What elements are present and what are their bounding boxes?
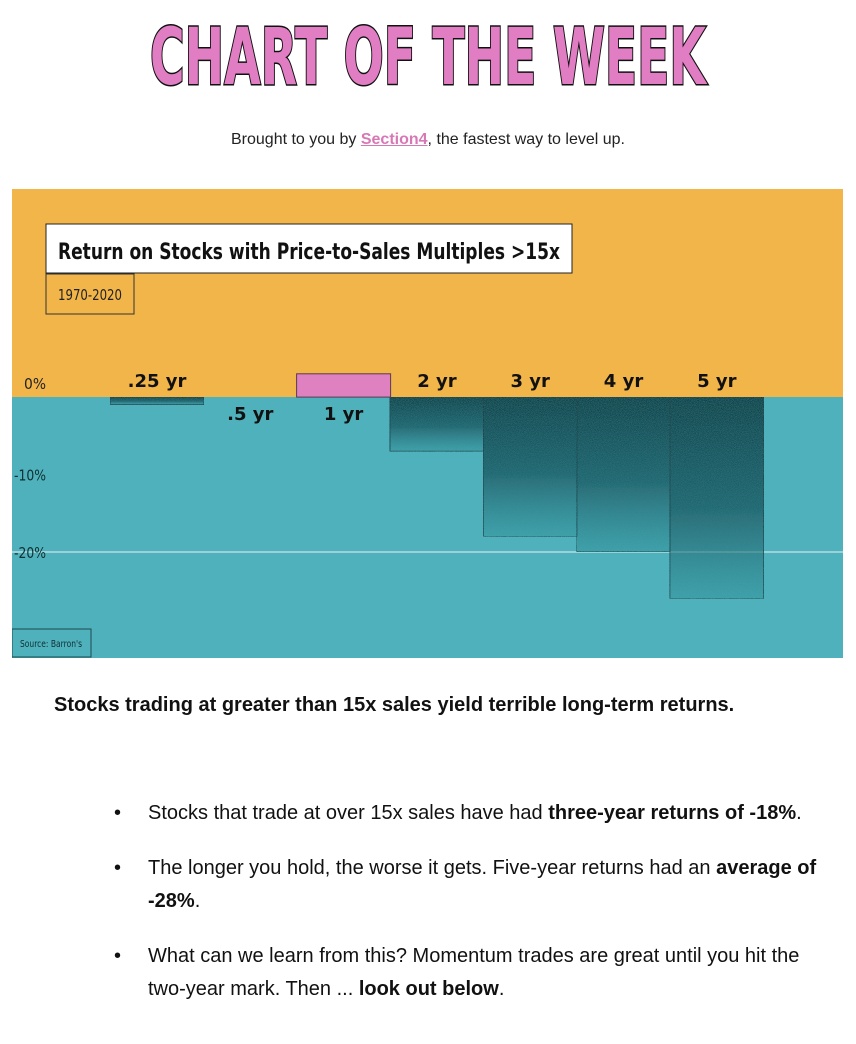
bullet-dot: •: [114, 857, 122, 879]
chart-subtitle: 1970-2020: [58, 286, 122, 304]
bullet-item: [108, 940, 833, 1006]
bar: [483, 397, 577, 537]
bullet-dot: •: [114, 945, 122, 967]
bar: [297, 374, 391, 397]
bar: [670, 397, 764, 599]
bullet-dot: •: [114, 802, 122, 824]
category-label: 2 yr: [417, 371, 457, 392]
bullet-text: The longer you hold, the worse it gets. Five-year returns had an: [148, 857, 717, 879]
bullet-item: [108, 852, 833, 918]
bullet-bold: average of -28%: [148, 857, 817, 912]
chart-upper-background: [12, 189, 843, 397]
category-label: 1 yr: [323, 404, 364, 425]
y-tick-label: 0%: [24, 375, 46, 393]
category-label: .5 yr: [227, 404, 274, 425]
category-label: 3 yr: [510, 371, 550, 392]
category-label: .25 yr: [127, 371, 187, 392]
bullet-bold: look out below: [358, 978, 499, 1000]
section4-link[interactable]: Section4: [360, 131, 428, 148]
tagline-prefix: Brought to you by: [231, 131, 361, 148]
y-tick-label: -20%: [14, 544, 46, 562]
bullet-bold: three-year returns of -18%: [548, 802, 797, 824]
newsletter-title: [0, 6, 856, 98]
bullet-end: .: [194, 890, 201, 912]
bullet-list: [108, 797, 833, 1028]
category-label: 5 yr: [697, 371, 737, 392]
bullet-text: Stocks that trade at over 15x sales have had: [148, 802, 549, 824]
bullet-end: .: [796, 802, 802, 824]
summary-text: Stocks trading at greater than 15x sales yield terrible long-term returns.: [54, 694, 735, 716]
newsletter-title-text: CHART OF THE WEEK: [150, 13, 708, 98]
bullet-end: .: [498, 978, 505, 1000]
bar: [390, 397, 484, 451]
tagline-suffix: , the fastest way to level up.: [427, 131, 625, 148]
chart-title: Return on Stocks with Price-to-Sales Multiples >15x: [58, 240, 560, 265]
source-label: Source: Barron's: [20, 639, 82, 650]
chart-svg: [12, 189, 843, 658]
bullet-text: What can we learn from this? Momentum trades are great until you hit the two-year mark. Then ...: [148, 945, 800, 1000]
category-label: 4 yr: [603, 371, 644, 392]
bullet-item: [108, 797, 833, 830]
y-tick-label: -10%: [14, 466, 46, 485]
chart: [12, 189, 843, 658]
bar: [577, 397, 671, 552]
bar: [110, 397, 204, 405]
tagline: [0, 131, 856, 149]
